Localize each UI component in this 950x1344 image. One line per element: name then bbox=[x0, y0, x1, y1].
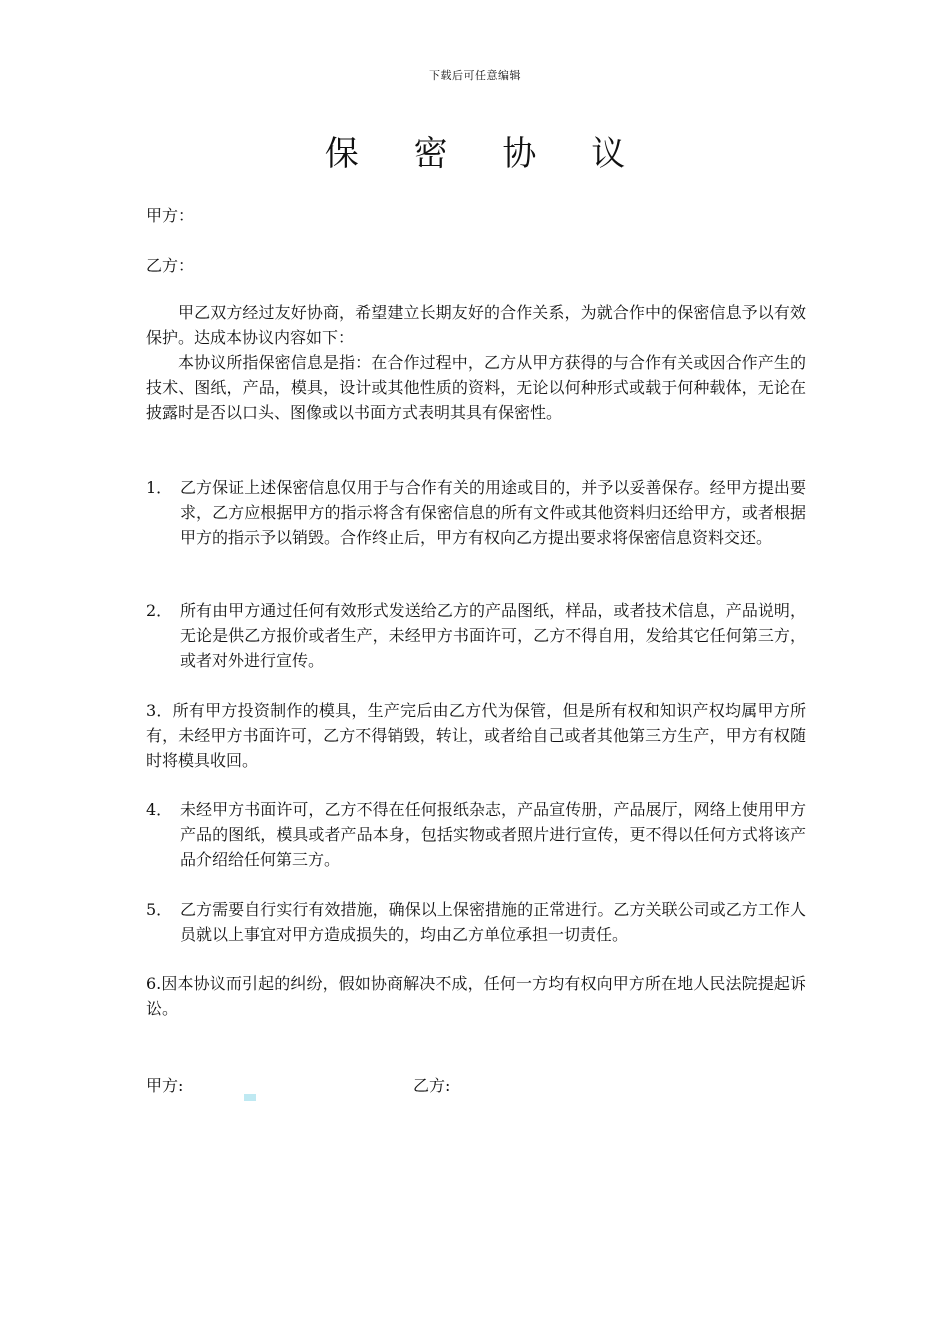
highlight-mark bbox=[244, 1094, 256, 1101]
party-a-label: 甲方： bbox=[146, 206, 195, 225]
clause-text bbox=[146, 698, 806, 773]
clause-5 bbox=[146, 897, 806, 947]
clause-text bbox=[146, 971, 806, 1021]
clause-number: 4． bbox=[146, 800, 173, 819]
clause-number: 1． bbox=[146, 478, 173, 497]
clause-6 bbox=[146, 971, 806, 1021]
clause-body: 因本协议而引起的纠纷，假如协商解决不成，任何一方均有权向甲方所在地人民法院提起诉讼。 bbox=[146, 974, 806, 1018]
clause-text: 乙方保证上述保密信息仅用于与合作有关的用途或目的，并予以妥善保存。经甲方提出要求，乙方应根据甲方的指示将含有保密信息的所有文件或其他资料归还给甲方，或者根据甲方的指示予以销毁。合作终止后，甲方有权向乙方提出要求将保密信息资料交还。 bbox=[180, 478, 806, 547]
clause-1 bbox=[146, 475, 806, 550]
signature-party-b: 乙方: bbox=[413, 1076, 451, 1095]
clause-text: 未经甲方书面许可，乙方不得在任何报纸杂志，产品宣传册，产品展厅，网络上使用甲方产品的图纸，模具或者产品本身，包括实物或者照片进行宣传，更不得以任何方式将该产品介绍给任何第三方。 bbox=[180, 800, 806, 869]
clause-number: 6. bbox=[146, 974, 162, 993]
clause-text: 乙方需要自行实行有效措施，确保以上保密措施的正常进行。乙方关联公司或乙方工作人员就以上事宜对甲方造成损失的，均由乙方单位承担一切责任。 bbox=[180, 900, 806, 944]
clause-2 bbox=[146, 598, 806, 673]
clause-4 bbox=[146, 797, 806, 872]
clause-body: 所有甲方投资制作的模具，生产完后由乙方代为保管，但是所有权和知识产权均属甲方所有，未经甲方书面许可，乙方不得销毁，转让，或者给自己或者其他第三方生产，甲方有权随时将模具收回。 bbox=[146, 701, 806, 770]
definition-paragraph: 本协议所指保密信息是指：在合作过程中，乙方从甲方获得的与合作有关或因合作产生的技术、图纸，产品，模具，设计或其他性质的资料，无论以何种形式或载于何种载体，无论在披露时是否以口头、图像或以书面方式表明其具有保密性。 bbox=[146, 353, 806, 422]
header-note: 下载后可任意编辑 bbox=[429, 69, 521, 82]
document-title: 保 密 协 议 bbox=[324, 134, 648, 174]
clause-number: 3． bbox=[146, 701, 173, 720]
intro-section bbox=[146, 300, 806, 425]
clause-number: 5． bbox=[146, 900, 173, 919]
clause-3 bbox=[146, 698, 806, 773]
clause-text: 所有由甲方通过任何有效形式发送给乙方的产品图纸，样品，或者技术信息，产品说明，无论是供乙方报价或者生产，未经甲方书面许可，乙方不得自用，发给其它任何第三方，或者对外进行宣传。 bbox=[180, 601, 806, 670]
clause-number: 2． bbox=[146, 601, 173, 620]
signature-party-a: 甲方: bbox=[146, 1076, 184, 1095]
intro-paragraph: 甲乙双方经过友好协商，希望建立长期友好的合作关系，为就合作中的保密信息予以有效保护。达成本协议内容如下： bbox=[146, 303, 806, 347]
party-b-label: 乙方： bbox=[146, 256, 195, 275]
